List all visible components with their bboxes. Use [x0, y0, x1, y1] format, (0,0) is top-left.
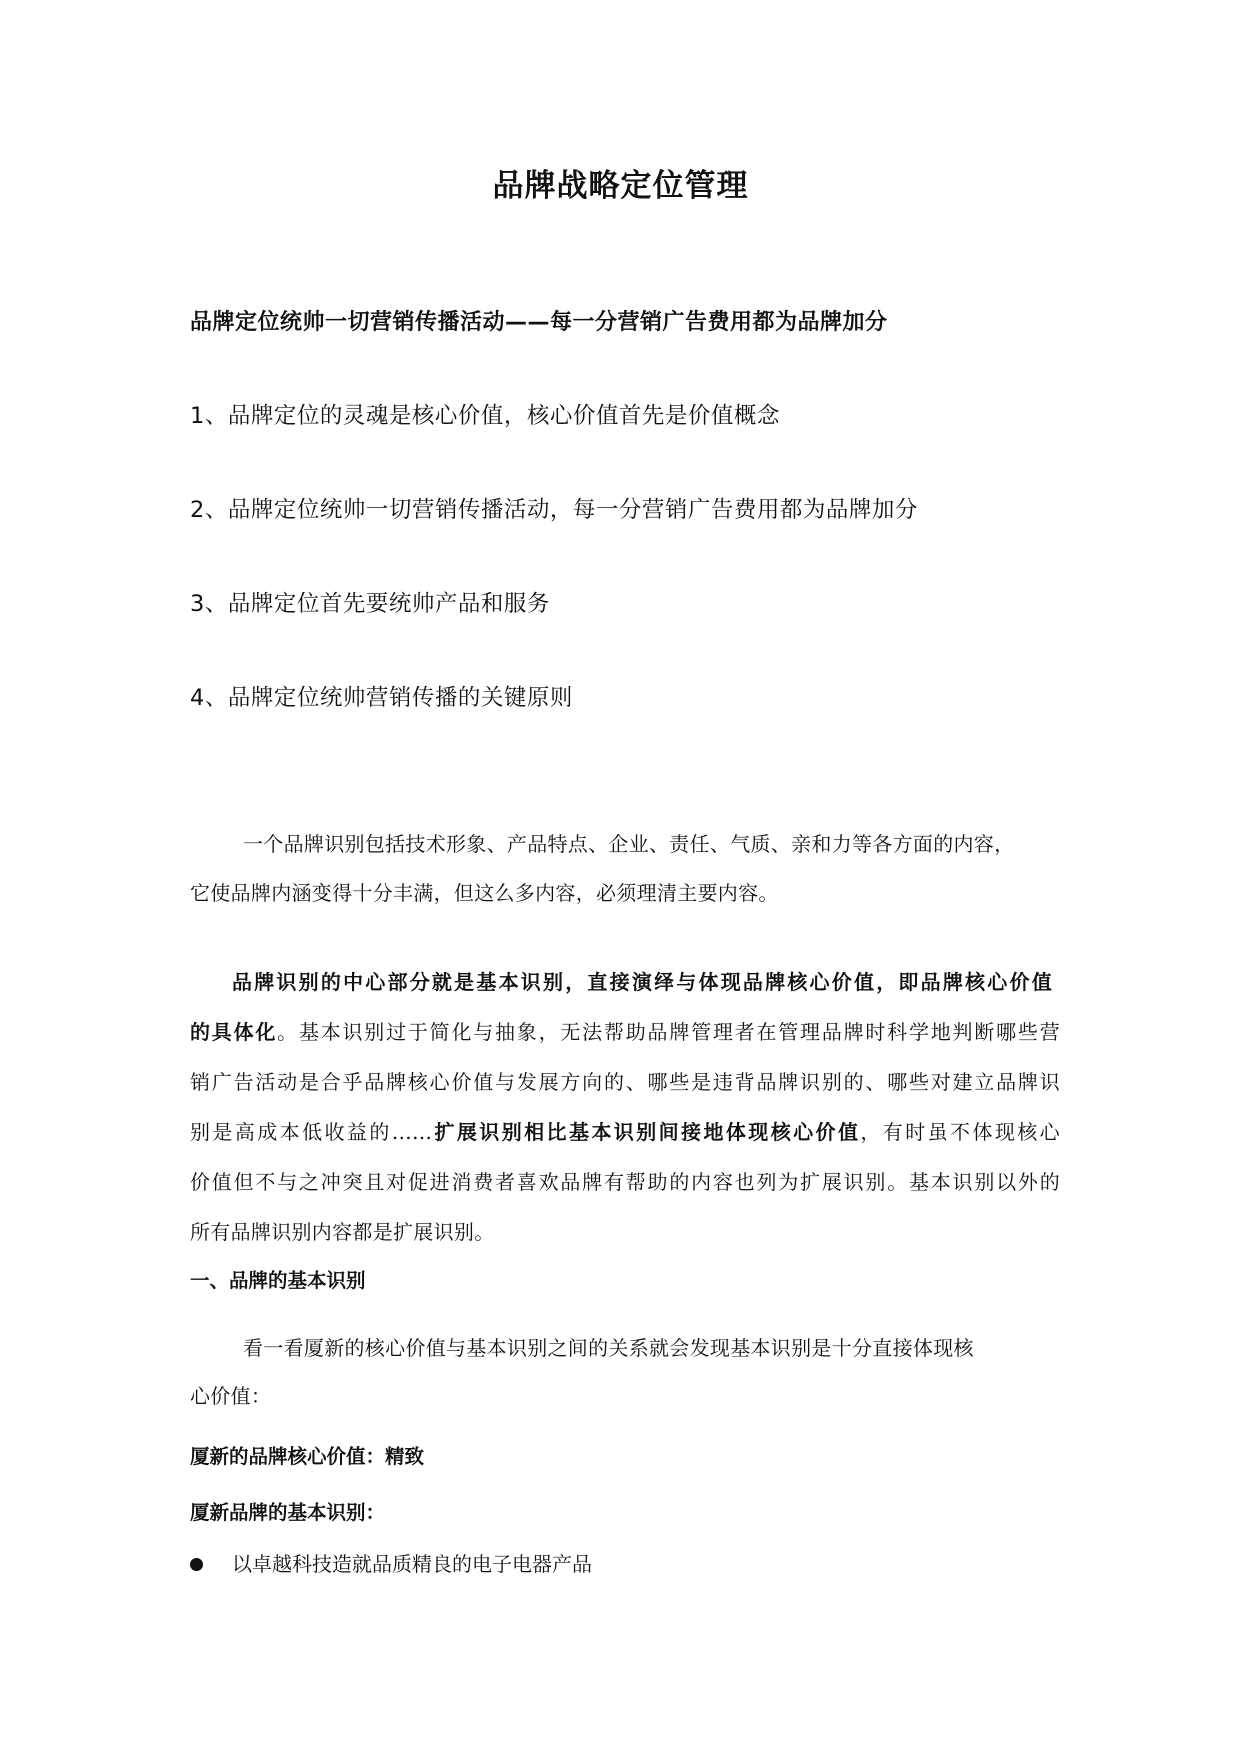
- paragraph-2-line-1: 品牌识别的中心部分就是基本识别，直接演绎与体现品牌核心价值，即品牌核心价值: [232, 970, 1052, 994]
- point-item-4: 4、品牌定位统帅营销传播的关键原则: [190, 685, 573, 711]
- paragraph-3-line-1: 看一看厦新的核心价值与基本识别之间的关系就会发现基本识别是十分直接体现核: [243, 1336, 974, 1360]
- section-heading-basic-identity: 一、品牌的基本识别: [190, 1269, 366, 1292]
- paragraph-2-line-4: [190, 1116, 1060, 1145]
- list-item-text: 以卓越科技造就品质精良的电子电器产品: [232, 1552, 592, 1576]
- bullet-icon: [190, 1558, 203, 1571]
- paragraph-2-line-4-bold: 扩展识别相比基本识别间接地体现核心价值: [432, 1120, 861, 1144]
- point-item-2: 2、品牌定位统帅一切营销传播活动，每一分营销广告费用都为品牌加分: [190, 497, 918, 523]
- paragraph-2-line-3: 销广告活动是合乎品牌核心价值与发展方向的、哪些是违背品牌识别的、哪些对建立品牌识: [190, 1070, 1060, 1094]
- paragraph-2-line-2: [190, 1016, 1060, 1045]
- paragraph-2-line-2-text: 。基本识别过于简化与抽象，无法帮助品牌管理者在管理品牌时科学地判断哪些营: [277, 1020, 1060, 1044]
- core-value-label: 厦新的品牌核心价值：精致: [190, 1445, 425, 1468]
- point-item-1: 1、品牌定位的灵魂是核心价值，核心价值首先是价值概念: [190, 403, 780, 429]
- paragraph-2-line-6: 所有品牌识别内容都是扩展识别。: [190, 1220, 495, 1244]
- document-title: 品牌战略定位管理: [492, 168, 749, 204]
- basic-identity-label: 厦新品牌的基本识别：: [190, 1501, 386, 1524]
- paragraph-3-line-2: 心价值：: [190, 1384, 272, 1408]
- paragraph-1-line-1: 一个品牌识别包括技术形象、产品特点、企业、责任、气质、亲和力等各方面的内容，: [243, 832, 1015, 856]
- paragraph-1-line-2: 它使品牌内涵变得十分丰满，但这么多内容，必须理清主要内容。: [190, 881, 779, 905]
- list-item: [190, 1548, 592, 1577]
- paragraph-2-line-4-text: 别是高成本低收益的……: [190, 1120, 433, 1144]
- point-item-3: 3、品牌定位首先要统帅产品和服务: [190, 591, 550, 617]
- paragraph-2-line-5: 价值但不与之冲突且对促进消费者喜欢品牌有帮助的内容也列为扩展识别。基本识别以外的: [190, 1170, 1060, 1194]
- document-subtitle: 品牌定位统帅一切营销传播活动——每一分营销广告费用都为品牌加分: [190, 310, 888, 335]
- paragraph-2-line-4-rest: ，有时虽不体现核心: [860, 1120, 1060, 1144]
- paragraph-2-line-2-bold: 的具体化: [190, 1020, 278, 1044]
